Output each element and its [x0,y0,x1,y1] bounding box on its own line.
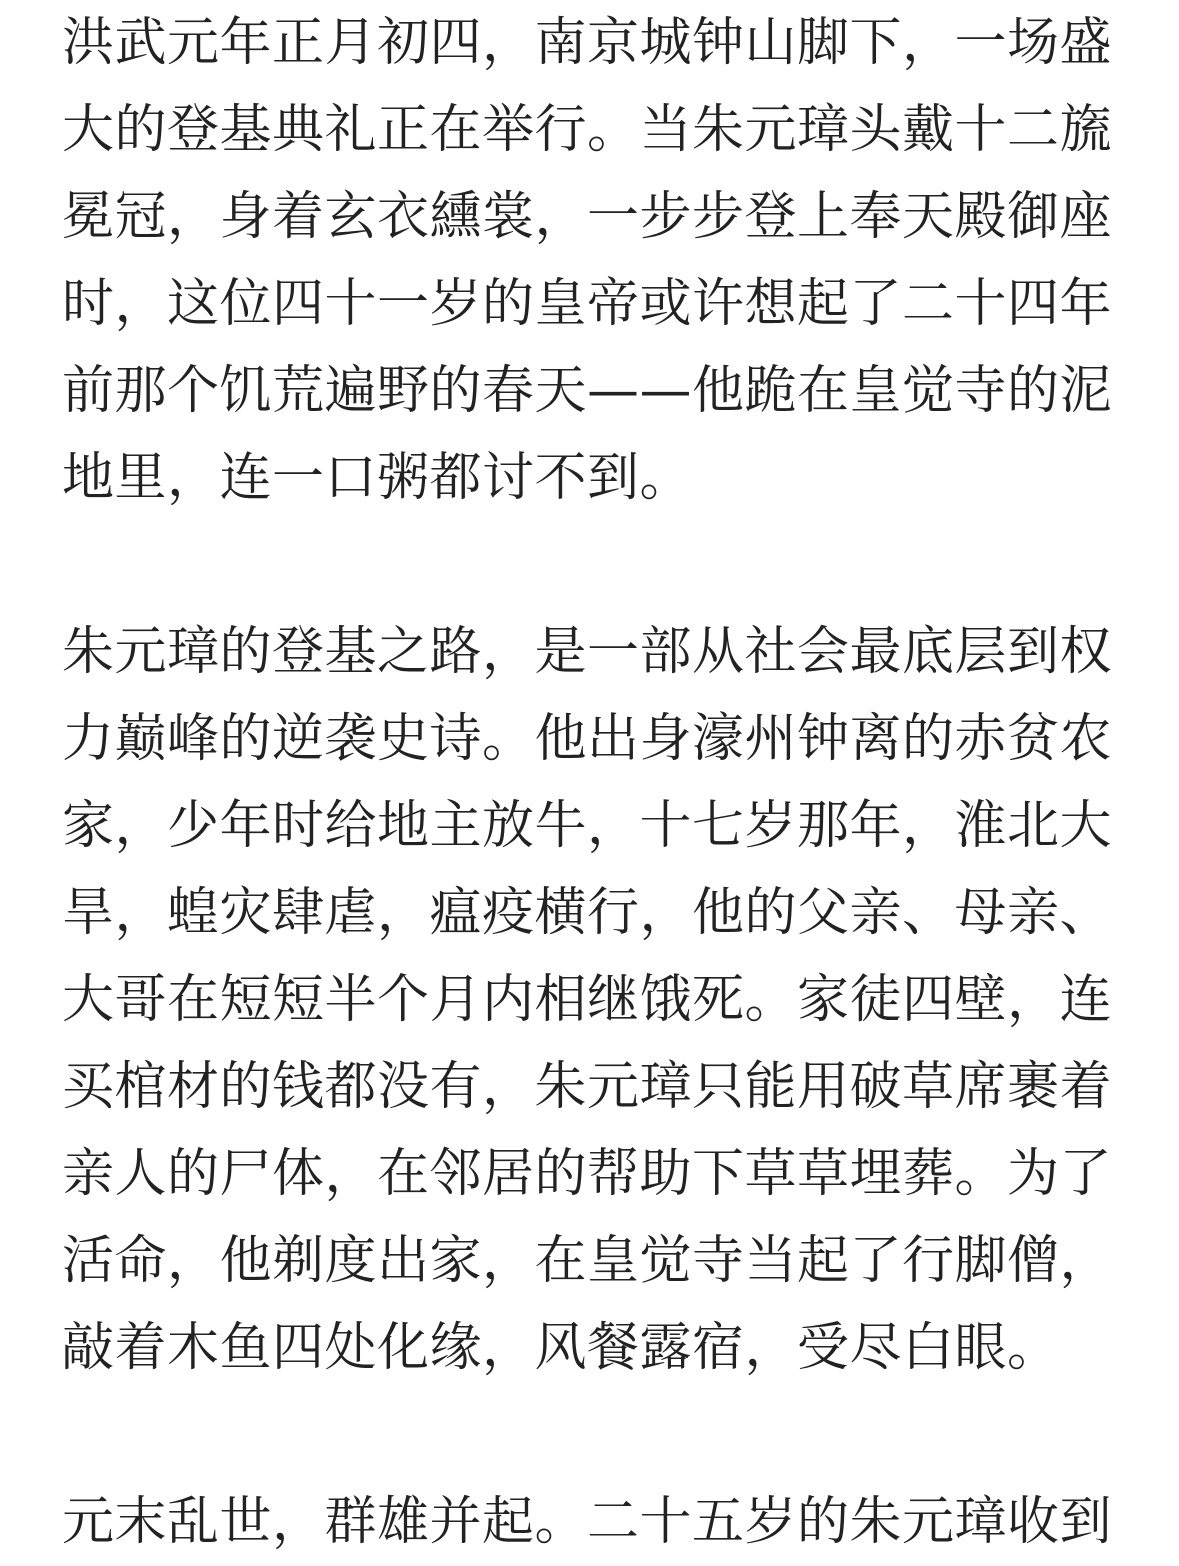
paragraph-line: 元末乱世，群雄并起。二十五岁的朱元璋收到 [62,1492,1113,1552]
paragraph-line: 冕冠，身着玄衣纁裳，一步步登上奉天殿御座 [62,187,1113,247]
paragraph-line: 大哥在短短半个月内相继饿死。家徒四壁，连 [62,970,1113,1030]
paragraph-line: 力巅峰的逆袭史诗。他出身濠州钟离的赤贫农 [62,709,1113,769]
paragraph-3 [62,1479,1122,1566]
paragraph-line: 洪武元年正月初四，南京城钟山脚下，一场盛 [62,13,1113,73]
paragraph-line: 旱，蝗灾肆虐，瘟疫横行，他的父亲、母亲、 [62,883,1113,943]
paragraph-line: 买棺材的钱都没有，朱元璋只能用破草席裹着 [62,1057,1113,1117]
article-body [62,0,1122,1566]
paragraph-line: 朱元璋的登基之路，是一部从社会最底层到权 [62,622,1113,682]
paragraph-2 [62,609,1122,1392]
paragraph-line: 敲着木鱼四处化缘，风餐露宿，受尽白眼。 [62,1318,1060,1378]
paragraph-line: 大的登基典礼正在举行。当朱元璋头戴十二旒 [62,100,1113,160]
paragraph-line: 前那个饥荒遍野的春天——他跪在皇觉寺的泥 [62,361,1113,421]
paragraph-line: 时，这位四十一岁的皇帝或许想起了二十四年 [62,274,1113,334]
paragraph-1 [62,0,1122,522]
paragraph-line: 地里，连一口粥都讨不到。 [62,448,693,508]
paragraph-line: 亲人的尸体，在邻居的帮助下草草埋葬。为了 [62,1144,1113,1204]
paragraph-line: 家，少年时给地主放牛，十七岁那年，淮北大 [62,796,1113,856]
paragraph-line: 活命，他剃度出家，在皇觉寺当起了行脚僧， [62,1231,1113,1291]
